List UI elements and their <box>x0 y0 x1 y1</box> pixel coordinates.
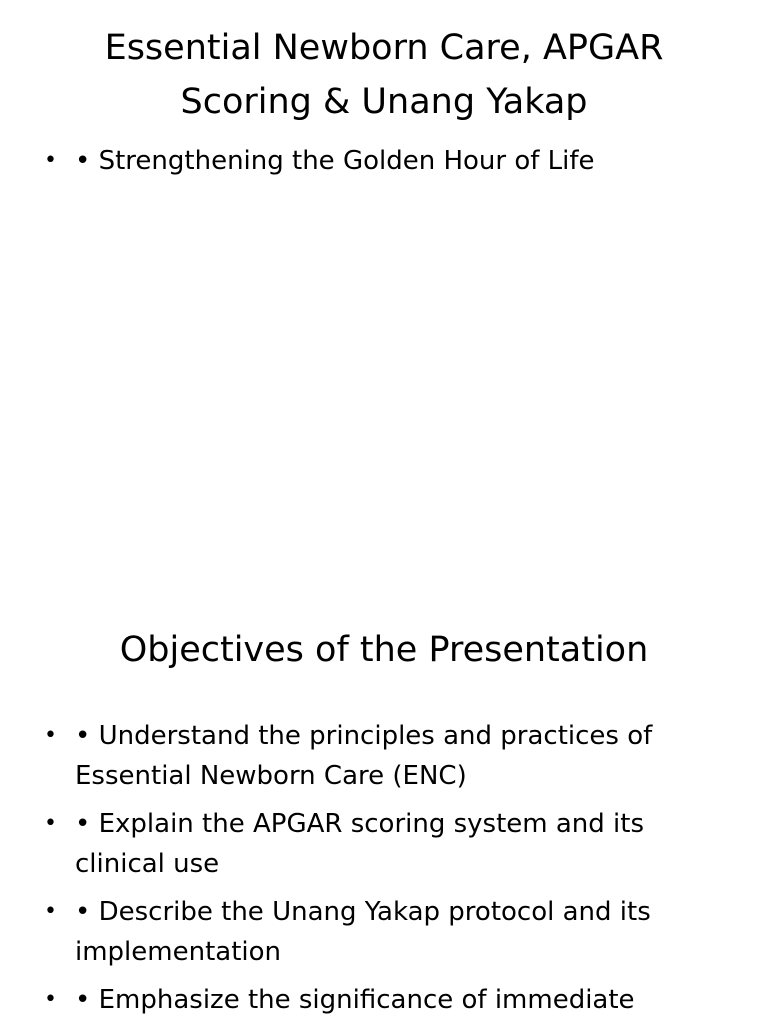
bullet-item <box>0 804 768 884</box>
slide-title-bullet-list <box>0 141 768 189</box>
bullet-text: • Understand the principles and practices of Essential Newborn Care (ENC) <box>75 721 653 791</box>
slide-title-heading: Essential Newborn Care, APGAR Scoring & Unang Yakap <box>104 28 664 122</box>
bullet-dot-icon: • <box>44 811 57 836</box>
bullet-text: • Strengthening the Golden Hour of Life <box>75 146 595 176</box>
bullet-text: • Emphasize the significance of immediate <box>75 985 635 1015</box>
bullet-item <box>0 980 768 1020</box>
bullet-dot-icon: • <box>44 899 57 924</box>
bullet-item <box>0 716 768 796</box>
bullet-text: • Explain the APGAR scoring system and its clinical use <box>75 809 645 879</box>
bullet-text: • Describe the Unang Yakap protocol and its implementation <box>75 897 651 967</box>
slide-objectives-heading: Objectives of the Presentation <box>119 630 649 670</box>
bullet-dot-icon: • <box>44 148 57 173</box>
bullet-item <box>0 141 768 181</box>
objectives-bullet-list <box>0 716 768 1028</box>
bullet-dot-icon: • <box>44 987 57 1012</box>
bullet-item <box>0 892 768 972</box>
bullet-dot-icon: • <box>44 723 57 748</box>
slide-objectives <box>0 600 768 1024</box>
